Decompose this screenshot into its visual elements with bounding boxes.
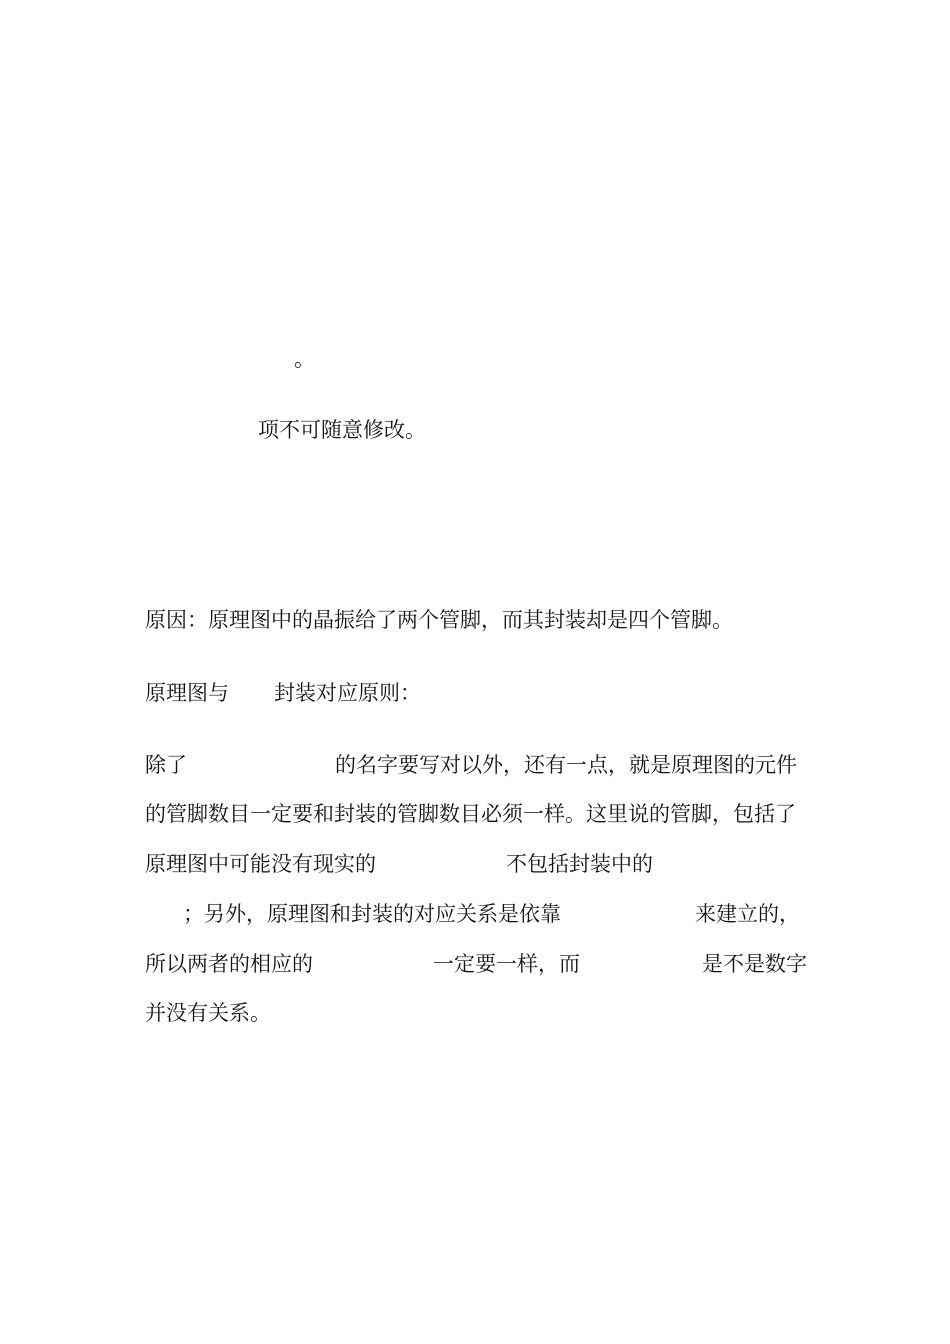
text-para-line5-c: 是不是数字 xyxy=(702,952,807,976)
text-para-line4-a: ；另外，原理图和封装的对应关系是依靠 xyxy=(183,902,561,926)
text-para-line1-b: 的名字要写对以外，还有一点，就是原理图的元件 xyxy=(335,753,797,777)
text-para-line3-b: 不包括封装中的 xyxy=(506,852,653,876)
text-para-line1-a: 除了 xyxy=(145,753,187,777)
text-para-line6: 并没有关系。 xyxy=(145,1001,271,1025)
text-para-line5-a: 所以两者的相应的 xyxy=(145,952,313,976)
text-fragment-modify: 项不可随意修改。 xyxy=(258,418,426,442)
text-para-line5-b: 一定要一样，而 xyxy=(433,952,580,976)
text-para-line3-a: 原理图中可能没有现实的 xyxy=(145,852,376,876)
text-reason: 原因：原理图中的晶振给了两个管脚，而其封装却是四个管脚。 xyxy=(145,608,733,632)
text-para-line4-b: 来建立的， xyxy=(695,902,800,926)
text-para-line2: 的管脚数目一定要和封装的管脚数目必须一样。这里说的管脚，包括了 xyxy=(145,802,796,826)
text-principle-b: 封装对应原则： xyxy=(274,681,421,705)
text-principle-a: 原理图与 xyxy=(145,681,229,705)
text-period: 。 xyxy=(294,347,315,371)
